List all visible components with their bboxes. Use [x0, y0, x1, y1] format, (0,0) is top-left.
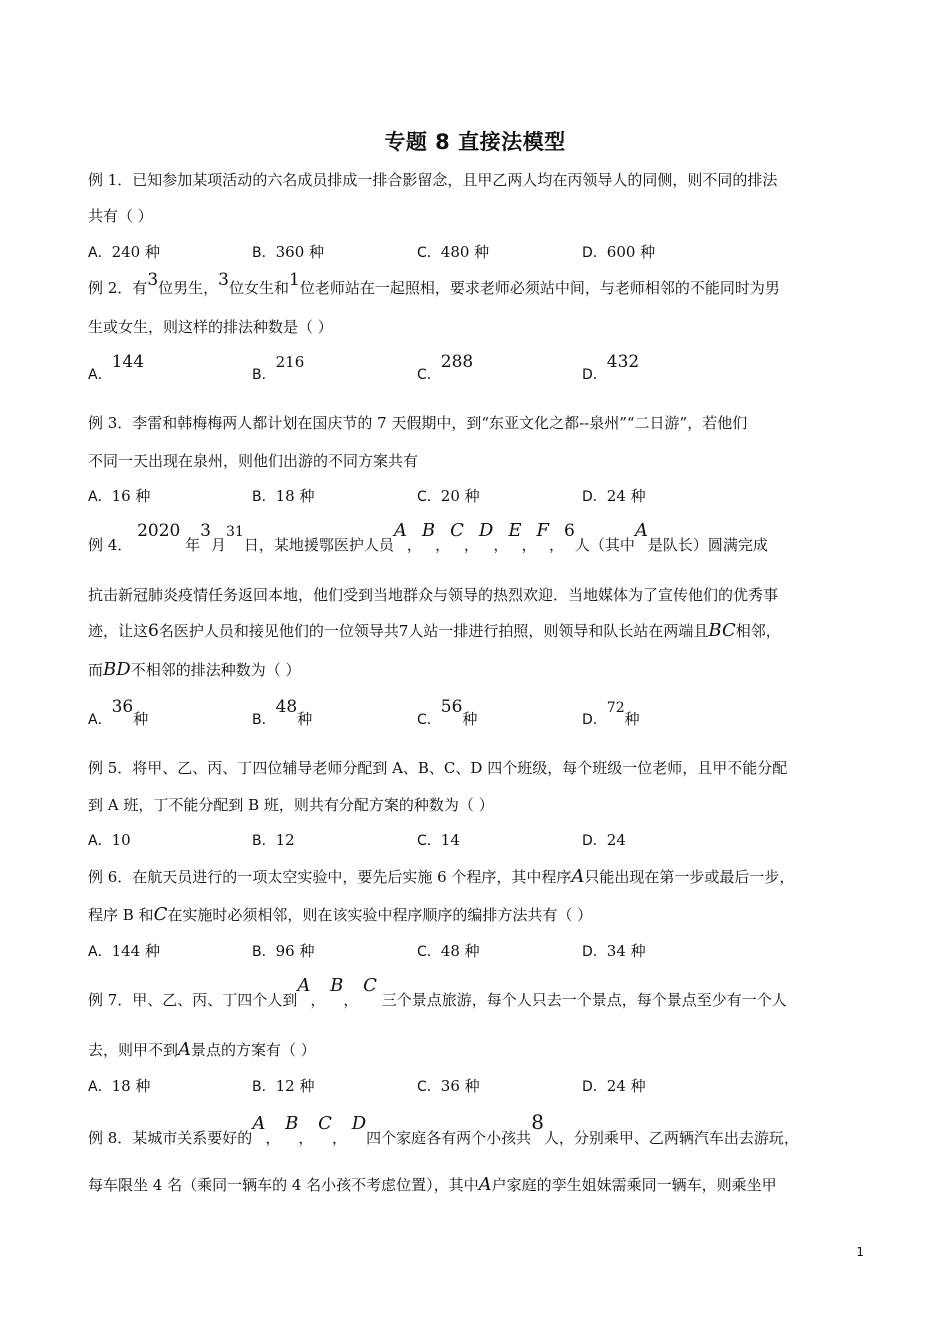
- q4-option-d: D．72种: [582, 700, 640, 728]
- q3-line-1: 例 3．李雷和韩梅梅两人都计划在国庆节的 7 天假期中，到“东亚文化之都--泉州”“二日游”，若他们: [88, 414, 748, 432]
- q6-line-1: 例 6．在航天员进行的一项太空实验中，要先后实施 6 个程序，其中程序A只能出现在第一步或最后一步，: [88, 866, 795, 887]
- q4-line-3: 迹，让这6名医护人员和接见他们的一位领导共7人站一排进行拍照，则领导和队长站在两端且BC相邻，: [88, 620, 781, 641]
- page-title: 专题 8 直接法模型: [384, 130, 566, 154]
- q4-option-c: C．56种: [417, 697, 478, 728]
- q3-option-d: D．24 种: [582, 487, 646, 505]
- q2-options: [88, 352, 868, 388]
- q6-options: [88, 940, 868, 964]
- q4-options: [88, 697, 868, 732]
- q8-line-1: 例 8．某城市关系要好的A， B， C， D四个家庭各有两个小孩共8人，分别乘甲、乙两辆汽车出去游玩，: [88, 1110, 799, 1147]
- q1-options: [88, 241, 868, 265]
- q3-option-b: B．18 种: [252, 487, 315, 505]
- q6-option-c: C．48 种: [417, 942, 480, 960]
- q7-line-2: 去，则甲不到A景点的方案有（ ）: [88, 1039, 316, 1060]
- q7-options: [88, 1075, 868, 1099]
- q8-line-2: 每车限坐 4 名（乘同一辆车的 4 名小孩不考虑位置），其中A户家庭的孪生姐妹需乘同一辆车，则乘坐甲: [88, 1174, 777, 1195]
- q7-option-a: A．18 种: [88, 1077, 151, 1095]
- q5-line-2: 到 A 班，丁不能分配到 B 班，则共有分配方案的种数为（ ）: [88, 796, 494, 814]
- page-number: 1: [856, 1245, 864, 1259]
- q1-option-d: D．600 种: [582, 243, 656, 261]
- q1-option-b: B．360 种: [252, 243, 325, 261]
- q5-line-1: 例 5．将甲、乙、丙、丁四位辅导老师分配到 A、B、C、D 四个班级，每个班级一位老师，且甲不能分配: [88, 759, 788, 777]
- q5-option-d: D．24: [582, 831, 626, 849]
- q2-option-c: C．288: [417, 352, 474, 383]
- q4-option-a: A．36种: [88, 697, 149, 728]
- q2-line-1: 例 2．有3位男生，3位女生和1位老师站在一起照相，要求老师必须站中间，与老师相邻的不能同时为男: [88, 270, 780, 297]
- q2-line-2: 生或女生，则这样的排法种数是（ ）: [88, 318, 333, 336]
- q6-option-b: B．96 种: [252, 942, 315, 960]
- q7-option-d: D．24 种: [582, 1077, 646, 1095]
- q5-option-c: C．14: [417, 831, 460, 849]
- q4-line-2: 抗击新冠肺炎疫情任务返回本地，他们受到当地群众与领导的热烈欢迎．当地媒体为了宣传他们的优秀事: [88, 586, 779, 604]
- q5-options: [88, 830, 868, 854]
- q3-option-a: A．16 种: [88, 487, 151, 505]
- q7-line-1: 例 7．甲、乙、丙、丁四个人到A， B， C 三个景点旅游，每个人只去一个景点，每个景点至少有一个人: [88, 975, 787, 1009]
- q5-option-a: A．10: [88, 831, 131, 849]
- q2-option-d: D．432: [582, 352, 640, 383]
- q3-option-c: C．20 种: [417, 487, 480, 505]
- q2-option-b: B．216: [252, 353, 305, 383]
- q1-line-2: 共有（ ）: [88, 207, 153, 225]
- q4-line-1: 例 4． 2020 年3月31日，某地援鄂医护人员A，B，C，D，E，F，6人（其中A是队长）圆满完成: [88, 520, 768, 554]
- q1-option-a: A．240 种: [88, 243, 160, 261]
- q6-option-d: D．34 种: [582, 942, 646, 960]
- q1-option-c: C．480 种: [417, 243, 490, 261]
- q4-line-4: 而BD不相邻的排法种数为（ ）: [88, 659, 301, 680]
- q7-option-b: B．12 种: [252, 1077, 315, 1095]
- q3-options: [88, 485, 868, 509]
- q2-option-a: A．144: [88, 352, 145, 383]
- q3-line-2: 不同一天出现在泉州，则他们出游的不同方案共有: [88, 452, 419, 470]
- q4-option-b: B．48种: [252, 697, 313, 728]
- q7-option-c: C．36 种: [417, 1077, 480, 1095]
- q5-option-b: B．12: [252, 831, 295, 849]
- q1-line-1: 例 1．已知参加某项活动的六名成员排成一排合影留念，且甲乙两人均在丙领导人的同侧，则不同的排法: [88, 171, 778, 189]
- q6-option-a: A．144 种: [88, 942, 160, 960]
- q6-line-2: 程序 B 和C在实施时必须相邻，则在该实验中程序顺序的编排方法共有（ ）: [88, 904, 593, 925]
